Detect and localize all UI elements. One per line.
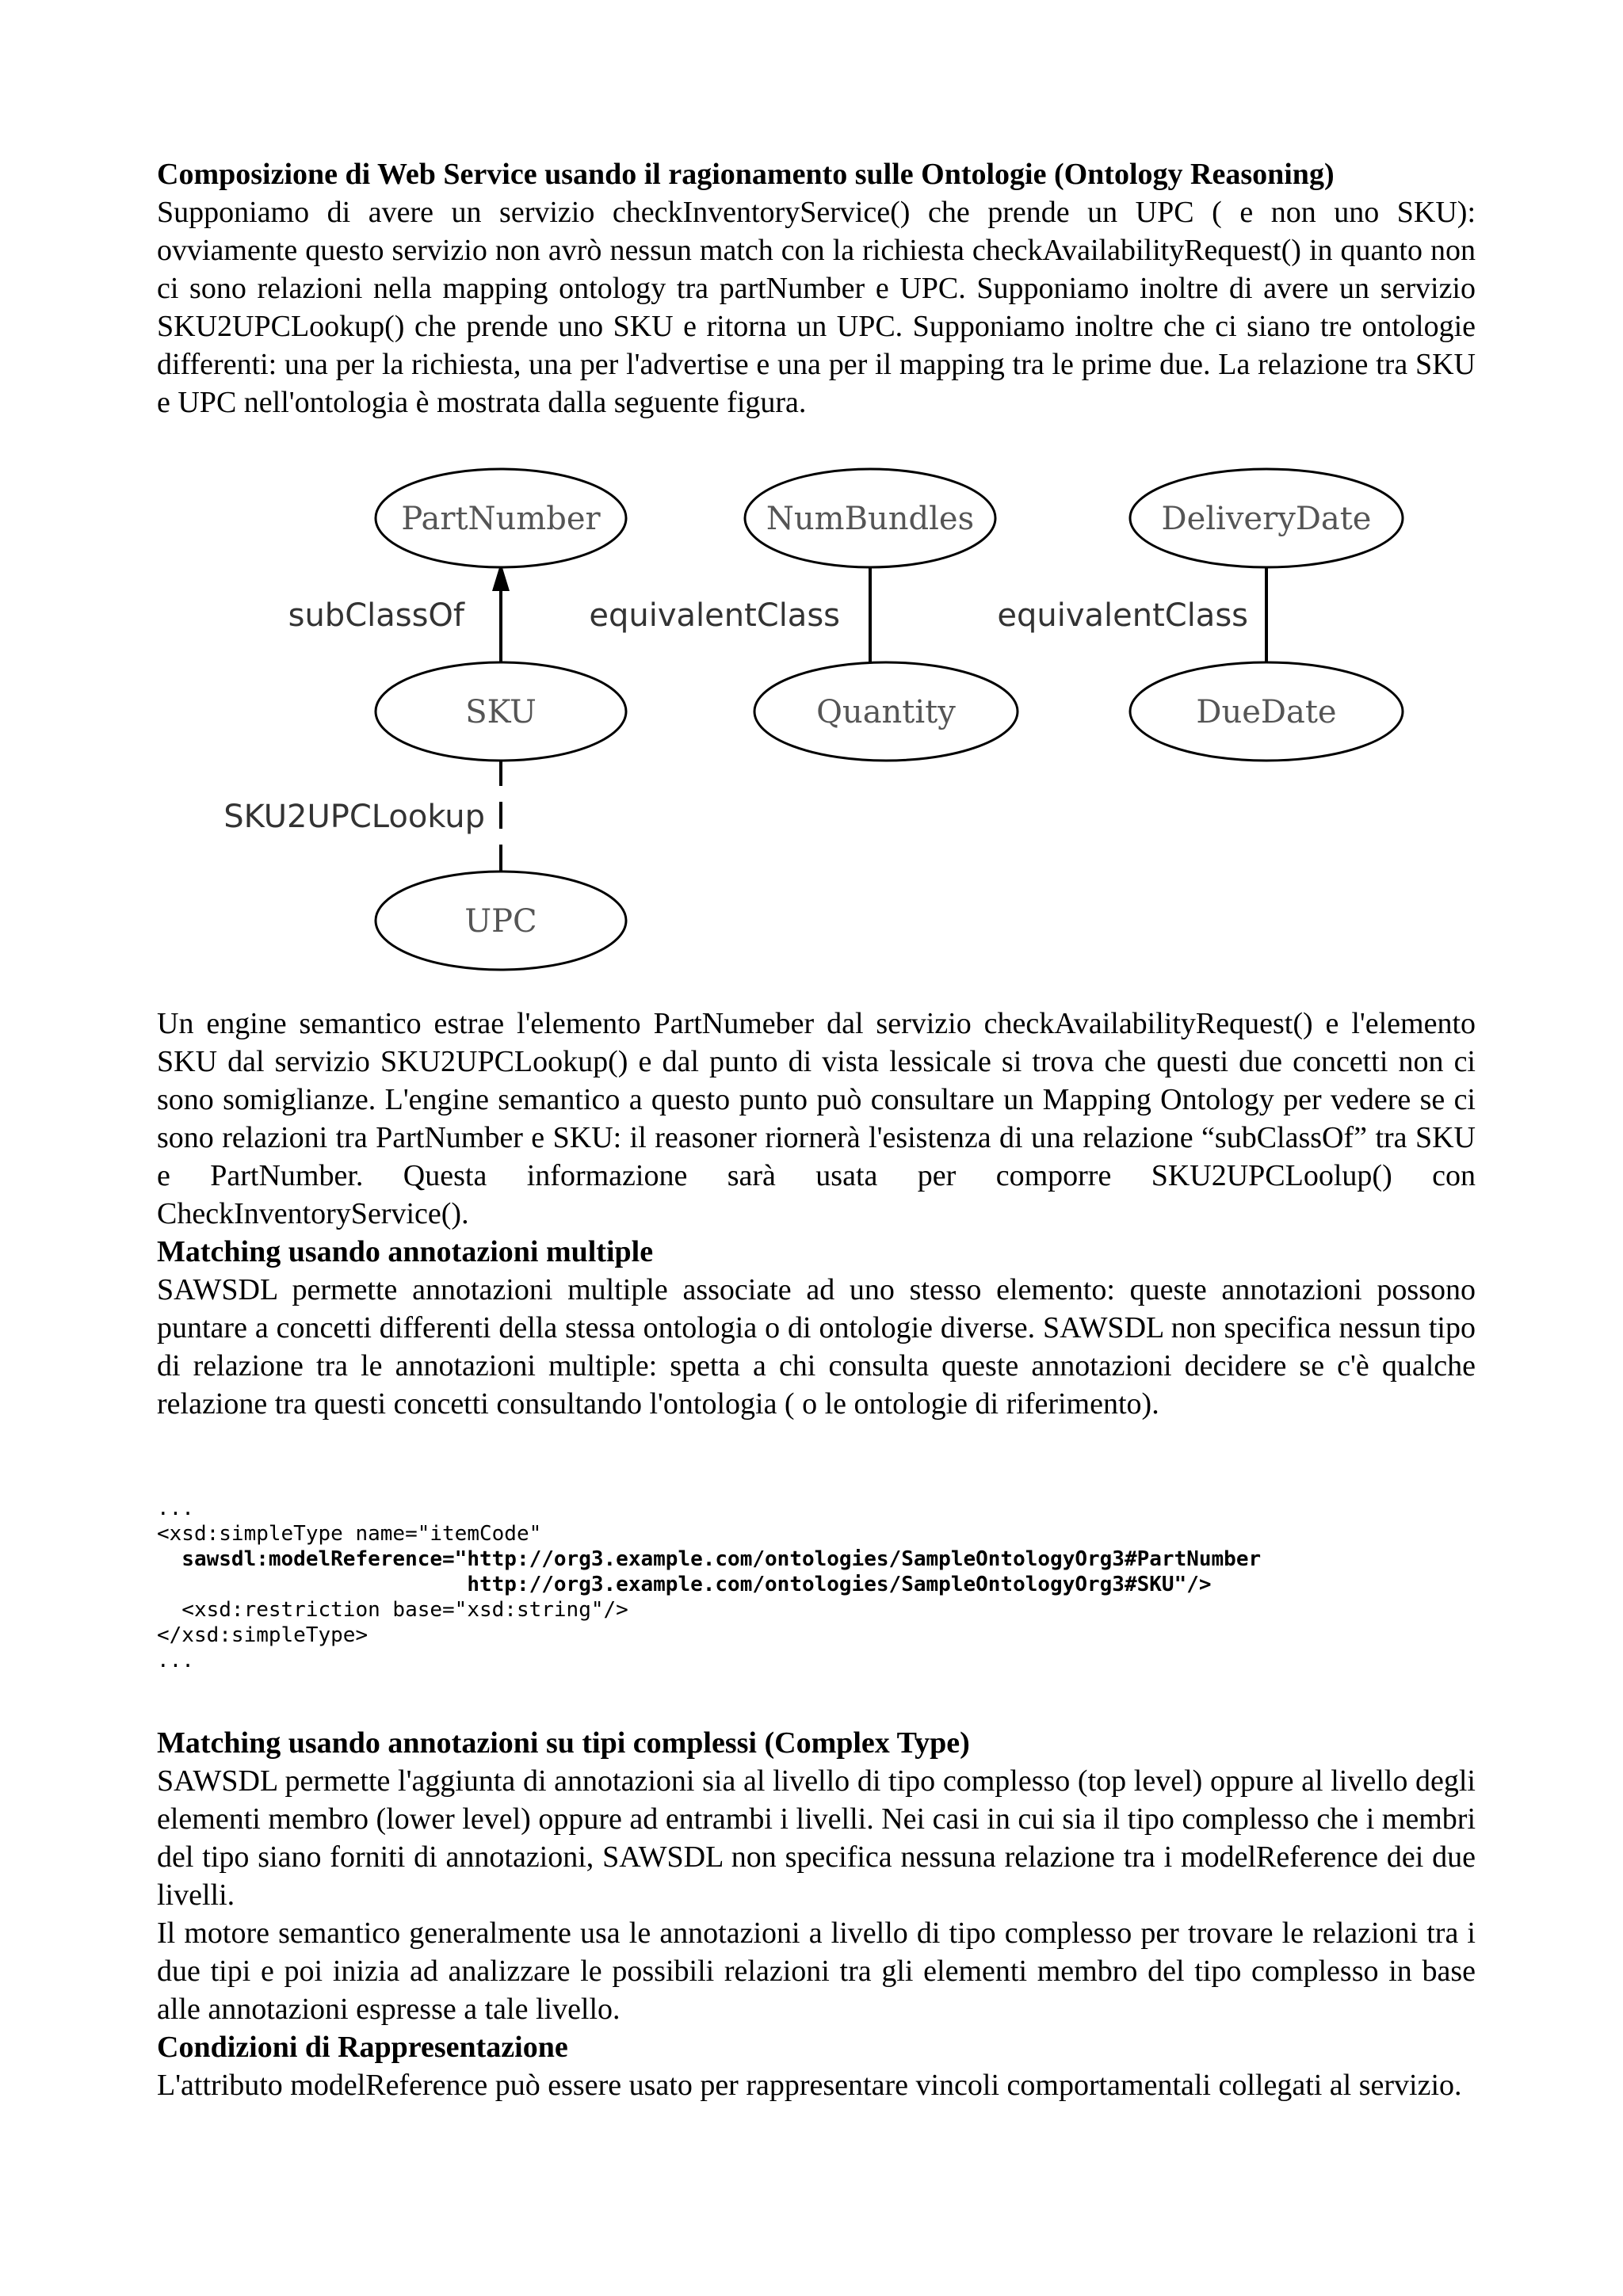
- section-heading: Matching usando annotazioni su tipi complessi (Complex Type): [157, 1726, 970, 1760]
- section-heading: Composizione di Web Service usando il ragionamento sulle Ontologie (Ontology Reasoning): [157, 158, 1335, 191]
- code-line: sawsdl:modelReference="http://org3.example.com/ontologies/SampleOntologyOrg3#PartNumber: [157, 1547, 1262, 1571]
- ontology-diagram: [0, 444, 1623, 990]
- node-partnumber-label: PartNumber: [401, 501, 601, 537]
- node-upc-label: UPC: [464, 903, 537, 940]
- node-numbundles-label: NumBundles: [766, 501, 975, 537]
- section-ontology-reasoning: [157, 155, 1476, 421]
- relation-equivalentclass-label-1: equivalentClass: [589, 597, 840, 634]
- code-line: <xsd:restriction base="xsd:string"/>: [157, 1598, 628, 1622]
- relation-equivalentclass-label-2: equivalentClass: [997, 597, 1248, 634]
- node-quantity-label: Quantity: [816, 694, 956, 730]
- section-complex-type: [157, 1724, 1476, 2104]
- code-line: ...: [157, 1497, 194, 1520]
- node-sku-label: SKU: [465, 694, 537, 730]
- code-line: <xsd:simpleType name="itemCode": [157, 1522, 542, 1546]
- code-line: http://org3.example.com/ontologies/SampleOntologyOrg3#SKU"/>: [157, 1573, 1212, 1596]
- section-paragraph: L'attributo modelReference può essere usato per rappresentare vincoli comportamentali collegati al servizio.: [157, 2069, 1462, 2102]
- section-heading: Matching usando annotazioni multiple: [157, 1235, 654, 1268]
- section-paragraph: Supponiamo di avere un servizio checkInventoryService() che prende un UPC ( e non uno SKU): ovviamente questo servizio non avrò nessun match con la richiesta checkAvailabilityRequest() in quanto non ci sono relazioni nella mapping ontology tra partNumber e UPC. Supponiamo inoltre di avere un servizio SKU2UPCLookup() che prende uno SKU e ritorna un UPC. Supponiamo inoltre che ci siano tre ontologie differenti: una per la richiesta, una per l'advertise e una per il mapping tra le prime due. La relazione tra SKU e UPC nell'ontologia è mostrata dalla seguente figura.: [157, 196, 1476, 419]
- section-heading: Condizioni di Rappresentazione: [157, 2031, 568, 2064]
- section-paragraph: SAWSDL permette annotazioni multiple associate ad uno stesso elemento: queste annotazioni possono puntare a concetti differenti della stessa ontologia o di ontologie diverse. SAWSDL non specifica nessun tipo di relazione tra le annotazioni multiple: spetta a chi consulta queste annotazioni decidere se c'è qualche relazione tra questi concetti consultando l'ontologia ( o le ontologie di riferimento).: [157, 1273, 1476, 1421]
- section-engine-explanation: [157, 1005, 1476, 1233]
- node-duedate-label: DueDate: [1196, 694, 1337, 730]
- code-listing: [157, 1496, 1504, 1673]
- code-line: ...: [157, 1649, 194, 1672]
- code-line: </xsd:simpleType>: [157, 1623, 369, 1647]
- section-multiple-annotations: [157, 1233, 1476, 1423]
- relation-lookup-label: SKU2UPCLookup: [223, 799, 485, 835]
- section-paragraph: Il motore semantico generalmente usa le annotazioni a livello di tipo complesso per trovare le relazioni tra i due tipi e poi inizia ad analizzare le possibili relazioni tra gli elementi membro del tipo complesso in base alle annotazioni espresse a tale livello.: [157, 1917, 1476, 2026]
- section-paragraph: SAWSDL permette l'aggiunta di annotazioni sia al livello di tipo complesso (top level) oppure al livello degli elementi membro (lower level) oppure ad entrambi i livelli. Nei casi in cui sia il tipo complesso che i membri del tipo siano forniti di annotazioni, SAWSDL non specifica nessuna relazione tra i modelReference dei due livelli.: [157, 1764, 1476, 1912]
- node-deliverydate-label: DeliveryDate: [1161, 501, 1372, 537]
- relation-subclassof-label: subClassOf: [288, 597, 464, 634]
- section-paragraph: Un engine semantico estrae l'elemento PartNumeber dal servizio checkAvailabilityRequest() e l'elemento SKU dal servizio SKU2UPCLookup() e dal punto di vista lessicale si trova che questi due concetti non ci sono somiglianze. L'engine semantico a questo punto può consultare un Mapping Ontology per vedere se ci sono relazioni tra PartNumber e SKU: il reasoner riornerà l'esistenza di una relazione “subClassOf” tra SKU e PartNumber. Questa informazione sarà usata per comporre SKU2UPCLoolup() con CheckInventoryService().: [157, 1007, 1476, 1230]
